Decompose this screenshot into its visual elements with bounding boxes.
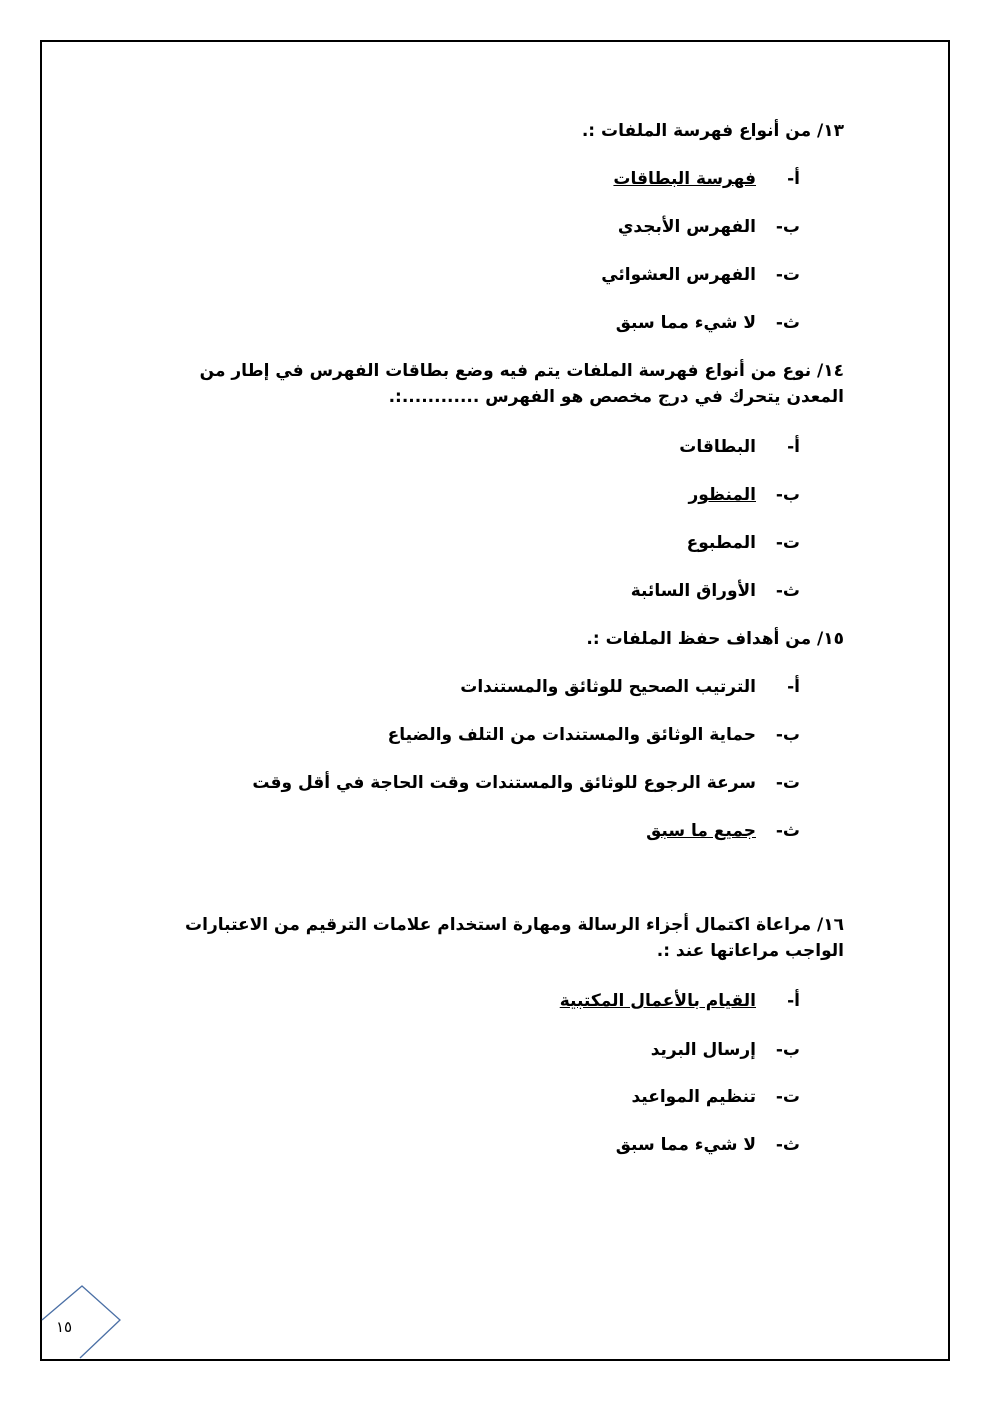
option-text: سرعة الرجوع للوثائق والمستندات وقت الحاجة في أقل وقت [252,773,756,793]
page-border [40,40,950,1361]
option-letter: ب- [775,485,800,505]
option-letter: أ- [787,169,800,189]
option-text: الفهرس الأبجدي [617,217,756,237]
option-15-d[interactable] [646,818,800,844]
option-text: لا شيء مما سبق [615,313,756,333]
page-number-badge [40,1284,122,1366]
option-text: جميع ما سبق [646,821,756,841]
option-text: لا شيء مما سبق [615,1135,756,1155]
option-text: الأوراق السائبة [630,581,756,601]
option-13-a[interactable] [613,166,800,192]
option-13-c[interactable] [601,262,800,288]
option-letter: أ- [787,991,800,1011]
option-letter: ب- [775,725,800,745]
option-14-d[interactable] [631,578,800,604]
option-letter: أ- [787,437,800,457]
option-letter: ت- [775,1087,800,1107]
option-13-b[interactable] [618,214,800,240]
option-text: البطاقات [679,437,756,457]
option-16-b[interactable] [651,1037,800,1063]
question-13: ١٣/ من أنواع فهرسة الملفات :. [581,121,844,141]
option-letter: ت- [775,773,800,793]
question-15: ١٥/ من أهداف حفظ الملفات :. [586,629,844,649]
option-14-c[interactable] [687,530,800,556]
option-letter: ث- [775,1135,800,1155]
option-letter: أ- [787,677,800,697]
option-15-c[interactable] [252,770,800,796]
option-letter: ث- [775,581,800,601]
option-16-a[interactable] [560,988,800,1014]
page-number: ١٥ [56,1318,73,1336]
option-letter: ب- [775,217,800,237]
option-letter: ت- [775,533,800,553]
option-text: فهرسة البطاقات [613,169,756,189]
option-letter: ت- [775,265,800,285]
option-16-d[interactable] [616,1132,800,1158]
option-text: الفهرس العشوائي [601,265,756,285]
option-text: القيام بالأعمال المكتبية [559,991,756,1011]
option-text: المنظور [688,485,756,505]
option-15-b[interactable] [388,722,800,748]
option-text: المطبوع [686,533,756,553]
option-text: إرسال البريد [650,1040,756,1060]
option-text: تنظيم المواعيد [631,1087,756,1107]
question-16: ١٦/ مراعاة اكتمال أجزاء الرسالة ومهارة استخدام علامات الترقيم من الاعتبارات الواجب مراعاتها عند :. [185,915,844,961]
option-letter: ث- [775,313,800,333]
option-text: حماية الوثائق والمستندات من التلف والضياع [387,725,756,745]
option-14-a[interactable] [679,434,800,460]
option-14-b[interactable] [688,482,800,508]
option-letter: ث- [775,821,800,841]
option-13-d[interactable] [616,310,800,336]
question-14: ١٤/ نوع من أنواع فهرسة الملفات يتم فيه وضع بطاقات الفهرس في إطار من المعدن يتحرك في درج مخصص هو الفهرس ............:. [199,361,844,407]
option-16-c[interactable] [631,1084,800,1110]
option-15-a[interactable] [460,674,800,700]
option-letter: ب- [775,1040,800,1060]
option-text: الترتيب الصحيح للوثائق والمستندات [460,677,756,697]
